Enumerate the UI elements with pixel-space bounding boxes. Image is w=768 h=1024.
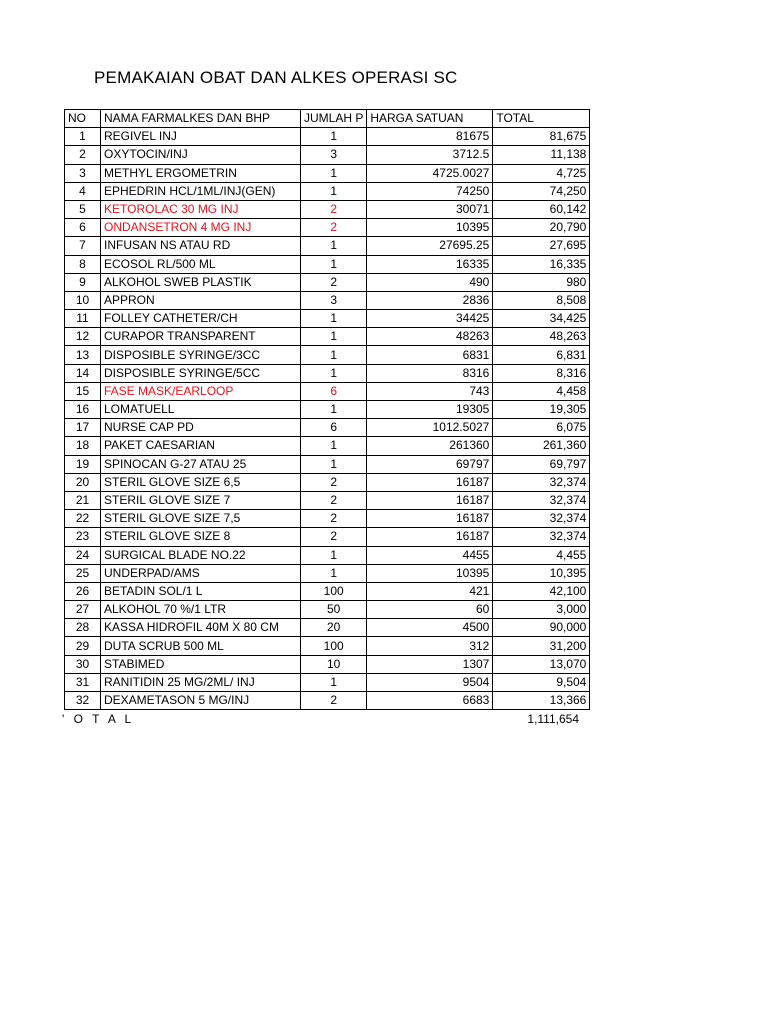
cell-price[interactable]: 10395 (367, 564, 493, 582)
column-header-no[interactable]: NO (65, 110, 101, 128)
cell-total[interactable]: 60,142 (493, 200, 590, 218)
cell-price[interactable]: 10395 (367, 219, 493, 237)
cell-qty[interactable]: 1 (301, 546, 367, 564)
cell-name[interactable]: DISPOSIBLE SYRINGE/3CC (101, 346, 301, 364)
table-row (65, 619, 590, 637)
table-row (65, 692, 590, 710)
cell-no[interactable]: 5 (65, 200, 101, 218)
cell-price[interactable]: 421 (367, 582, 493, 600)
cell-no[interactable]: 27 (65, 601, 101, 619)
cell-no[interactable]: 14 (65, 364, 101, 382)
cell-qty[interactable]: 20 (301, 619, 367, 637)
cell-name[interactable]: STERIL GLOVE SIZE 7,5 (101, 510, 301, 528)
cell-price[interactable]: 16335 (367, 255, 493, 273)
table-row (65, 673, 590, 691)
cell-name[interactable]: CURAPOR TRANSPARENT (101, 328, 301, 346)
cell-no[interactable]: 12 (65, 328, 101, 346)
cell-name[interactable]: ECOSOL RL/500 ML (101, 255, 301, 273)
cell-name[interactable]: NURSE CAP PD (101, 419, 301, 437)
table-row (65, 491, 590, 509)
cell-total[interactable]: 4,725 (493, 164, 590, 182)
table-row (65, 146, 590, 164)
cell-no[interactable]: 32 (65, 692, 101, 710)
table-row (65, 291, 590, 309)
cell-name[interactable]: ALKOHOL 70 %/1 LTR (101, 601, 301, 619)
cell-qty[interactable]: 3 (301, 146, 367, 164)
cell-total[interactable]: 980 (493, 273, 590, 291)
cell-total[interactable]: 81,675 (493, 128, 590, 146)
cell-total[interactable]: 3,000 (493, 601, 590, 619)
cell-total[interactable]: 90,000 (493, 619, 590, 637)
table-row (65, 546, 590, 564)
cell-price[interactable]: 60 (367, 601, 493, 619)
cell-name[interactable]: KETOROLAC 30 MG INJ (101, 200, 301, 218)
cell-qty[interactable]: 100 (301, 582, 367, 600)
cell-total[interactable]: 34,425 (493, 310, 590, 328)
cell-name[interactable]: FASE MASK/EARLOOP (101, 382, 301, 400)
cell-total[interactable]: 4,455 (493, 546, 590, 564)
cell-total[interactable]: 13,366 (493, 692, 590, 710)
page-title: PEMAKAIAN OBAT DAN ALKES OPERASI SC (94, 68, 458, 87)
cell-qty[interactable]: 2 (301, 491, 367, 509)
cell-total[interactable]: 9,504 (493, 673, 590, 691)
items-table (64, 109, 590, 710)
table-row (65, 310, 590, 328)
cell-qty[interactable]: 100 (301, 637, 367, 655)
header-row (65, 110, 590, 128)
cell-price[interactable]: 30071 (367, 200, 493, 218)
cell-no[interactable]: 30 (65, 655, 101, 673)
cell-no[interactable]: 28 (65, 619, 101, 637)
cell-qty[interactable]: 1 (301, 237, 367, 255)
table-row (65, 582, 590, 600)
cell-no[interactable]: 16 (65, 401, 101, 419)
cell-total[interactable]: 27,695 (493, 237, 590, 255)
cell-name[interactable]: LOMATUELL (101, 401, 301, 419)
cell-no[interactable]: 29 (65, 637, 101, 655)
cell-total[interactable]: 16,335 (493, 255, 590, 273)
table-row (65, 655, 590, 673)
table-row (65, 200, 590, 218)
table-row (65, 473, 590, 491)
table-row (65, 455, 590, 473)
cell-price[interactable]: 9504 (367, 673, 493, 691)
cell-name[interactable]: REGIVEL INJ (101, 128, 301, 146)
cell-price[interactable]: 2836 (367, 291, 493, 309)
cell-name[interactable]: APPRON (101, 291, 301, 309)
table-row (65, 219, 590, 237)
cell-price[interactable]: 6831 (367, 346, 493, 364)
cell-name[interactable]: BETADIN SOL/1 L (101, 582, 301, 600)
cell-qty[interactable]: 2 (301, 219, 367, 237)
cell-name[interactable]: STERIL GLOVE SIZE 8 (101, 528, 301, 546)
table-row (65, 419, 590, 437)
cell-name[interactable]: STERIL GLOVE SIZE 6,5 (101, 473, 301, 491)
cell-qty[interactable]: 3 (301, 291, 367, 309)
cell-no[interactable]: 3 (65, 164, 101, 182)
cell-total[interactable]: 10,395 (493, 564, 590, 582)
cell-no[interactable]: 4 (65, 182, 101, 200)
cell-name[interactable]: METHYL ERGOMETRIN (101, 164, 301, 182)
cell-name[interactable]: SPINOCAN G-27 ATAU 25 (101, 455, 301, 473)
grand-total-value: 1,111,654 (527, 712, 579, 726)
cell-name[interactable]: DEXAMETASON 5 MG/INJ (101, 692, 301, 710)
cell-total[interactable]: 31,200 (493, 637, 590, 655)
grand-total-label: ' O T A L (62, 712, 135, 726)
cell-qty[interactable]: 50 (301, 601, 367, 619)
table-row (65, 401, 590, 419)
cell-no[interactable]: 15 (65, 382, 101, 400)
cell-qty[interactable]: 6 (301, 419, 367, 437)
cell-name[interactable]: PAKET CAESARIAN (101, 437, 301, 455)
cell-no[interactable]: 24 (65, 546, 101, 564)
cell-price[interactable]: 4725.0027 (367, 164, 493, 182)
cell-total[interactable]: 32,374 (493, 510, 590, 528)
cell-name[interactable]: DISPOSIBLE SYRINGE/5CC (101, 364, 301, 382)
cell-price[interactable]: 4455 (367, 546, 493, 564)
cell-qty[interactable]: 2 (301, 528, 367, 546)
cell-name[interactable]: EPHEDRIN HCL/1ML/INJ(GEN) (101, 182, 301, 200)
cell-name[interactable]: OXYTOCIN/INJ (101, 146, 301, 164)
table-row (65, 564, 590, 582)
cell-total[interactable]: 32,374 (493, 491, 590, 509)
cell-price[interactable]: 16187 (367, 528, 493, 546)
cell-name[interactable]: FOLLEY CATHETER/CH (101, 310, 301, 328)
cell-no[interactable]: 25 (65, 564, 101, 582)
cell-no[interactable]: 10 (65, 291, 101, 309)
cell-price[interactable]: 48263 (367, 328, 493, 346)
cell-total[interactable]: 261,360 (493, 437, 590, 455)
cell-name[interactable]: DUTA SCRUB 500 ML (101, 637, 301, 655)
cell-total[interactable]: 13,070 (493, 655, 590, 673)
cell-no[interactable]: 9 (65, 273, 101, 291)
cell-qty[interactable]: 1 (301, 455, 367, 473)
cell-name[interactable]: INFUSAN NS ATAU RD (101, 237, 301, 255)
cell-price[interactable]: 743 (367, 382, 493, 400)
cell-name[interactable]: STABIMED (101, 655, 301, 673)
cell-name[interactable]: ALKOHOL SWEB PLASTIK (101, 273, 301, 291)
cell-name[interactable]: STERIL GLOVE SIZE 7 (101, 491, 301, 509)
cell-no[interactable]: 18 (65, 437, 101, 455)
cell-price[interactable]: 6683 (367, 692, 493, 710)
cell-qty[interactable]: 1 (301, 164, 367, 182)
cell-qty[interactable]: 2 (301, 273, 367, 291)
cell-price[interactable]: 69797 (367, 455, 493, 473)
cell-no[interactable]: 26 (65, 582, 101, 600)
cell-price[interactable]: 8316 (367, 364, 493, 382)
cell-price[interactable]: 261360 (367, 437, 493, 455)
cell-no[interactable]: 6 (65, 219, 101, 237)
table-row (65, 382, 590, 400)
cell-total[interactable]: 20,790 (493, 219, 590, 237)
cell-no[interactable]: 22 (65, 510, 101, 528)
table-row (65, 637, 590, 655)
cell-no[interactable]: 13 (65, 346, 101, 364)
cell-price[interactable]: 312 (367, 637, 493, 655)
table-body (65, 128, 590, 710)
cell-qty[interactable]: 1 (301, 310, 367, 328)
cell-no[interactable]: 19 (65, 455, 101, 473)
table-row (65, 364, 590, 382)
table-row (65, 601, 590, 619)
table-row (65, 255, 590, 273)
table-row (65, 273, 590, 291)
cell-total[interactable]: 74,250 (493, 182, 590, 200)
table-row (65, 437, 590, 455)
cell-qty[interactable]: 1 (301, 364, 367, 382)
cell-no[interactable]: 21 (65, 491, 101, 509)
cell-qty[interactable]: 1 (301, 401, 367, 419)
cell-name[interactable]: SURGICAL BLADE NO.22 (101, 546, 301, 564)
cell-qty[interactable]: 1 (301, 128, 367, 146)
table-row (65, 528, 590, 546)
cell-total[interactable]: 8,316 (493, 364, 590, 382)
cell-price[interactable]: 16187 (367, 491, 493, 509)
cell-total[interactable]: 11,138 (493, 146, 590, 164)
cell-price[interactable]: 490 (367, 273, 493, 291)
cell-total[interactable]: 6,831 (493, 346, 590, 364)
cell-name[interactable]: ONDANSETRON 4 MG INJ (101, 219, 301, 237)
table-row (65, 182, 590, 200)
cell-no[interactable]: 23 (65, 528, 101, 546)
table-row (65, 510, 590, 528)
cell-name[interactable]: UNDERPAD/AMS (101, 564, 301, 582)
table-row (65, 128, 590, 146)
cell-no[interactable]: 20 (65, 473, 101, 491)
column-header-total[interactable]: TOTAL (493, 110, 590, 128)
cell-total[interactable]: 8,508 (493, 291, 590, 309)
cell-price[interactable]: 27695.25 (367, 237, 493, 255)
column-header-price[interactable]: HARGA SATUAN (367, 110, 493, 128)
cell-total[interactable]: 69,797 (493, 455, 590, 473)
cell-qty[interactable]: 10 (301, 655, 367, 673)
cell-no[interactable]: 8 (65, 255, 101, 273)
table-row (65, 164, 590, 182)
cell-price[interactable]: 34425 (367, 310, 493, 328)
cell-no[interactable]: 2 (65, 146, 101, 164)
column-header-name[interactable]: NAMA FARMALKES DAN BHP (101, 110, 301, 128)
cell-qty[interactable]: 2 (301, 692, 367, 710)
table-row (65, 346, 590, 364)
cell-qty[interactable]: 1 (301, 255, 367, 273)
cell-total[interactable]: 32,374 (493, 473, 590, 491)
cell-name[interactable]: KASSA HIDROFIL 40M X 80 CM (101, 619, 301, 637)
cell-qty[interactable]: 1 (301, 673, 367, 691)
cell-no[interactable]: 11 (65, 310, 101, 328)
cell-price[interactable]: 74250 (367, 182, 493, 200)
cell-no[interactable]: 7 (65, 237, 101, 255)
cell-qty[interactable]: 1 (301, 564, 367, 582)
cell-qty[interactable]: 2 (301, 200, 367, 218)
cell-price[interactable]: 4500 (367, 619, 493, 637)
cell-qty[interactable]: 1 (301, 437, 367, 455)
cell-qty[interactable]: 1 (301, 328, 367, 346)
cell-price[interactable]: 16187 (367, 510, 493, 528)
cell-name[interactable]: RANITIDIN 25 MG/2ML/ INJ (101, 673, 301, 691)
cell-total[interactable]: 6,075 (493, 419, 590, 437)
cell-price[interactable]: 3712.5 (367, 146, 493, 164)
cell-price[interactable]: 19305 (367, 401, 493, 419)
cell-total[interactable]: 42,100 (493, 582, 590, 600)
cell-qty[interactable]: 1 (301, 182, 367, 200)
cell-total[interactable]: 48,263 (493, 328, 590, 346)
column-header-qty[interactable]: JUMLAH P (301, 110, 367, 128)
cell-total[interactable]: 19,305 (493, 401, 590, 419)
cell-no[interactable]: 31 (65, 673, 101, 691)
table-row (65, 328, 590, 346)
cell-price[interactable]: 81675 (367, 128, 493, 146)
cell-total[interactable]: 32,374 (493, 528, 590, 546)
cell-price[interactable]: 1307 (367, 655, 493, 673)
table-row (65, 237, 590, 255)
cell-qty[interactable]: 1 (301, 346, 367, 364)
cell-qty[interactable]: 2 (301, 510, 367, 528)
cell-price[interactable]: 1012.5027 (367, 419, 493, 437)
cell-no[interactable]: 1 (65, 128, 101, 146)
cell-total[interactable]: 4,458 (493, 382, 590, 400)
cell-price[interactable]: 16187 (367, 473, 493, 491)
cell-qty[interactable]: 6 (301, 382, 367, 400)
cell-no[interactable]: 17 (65, 419, 101, 437)
cell-qty[interactable]: 2 (301, 473, 367, 491)
